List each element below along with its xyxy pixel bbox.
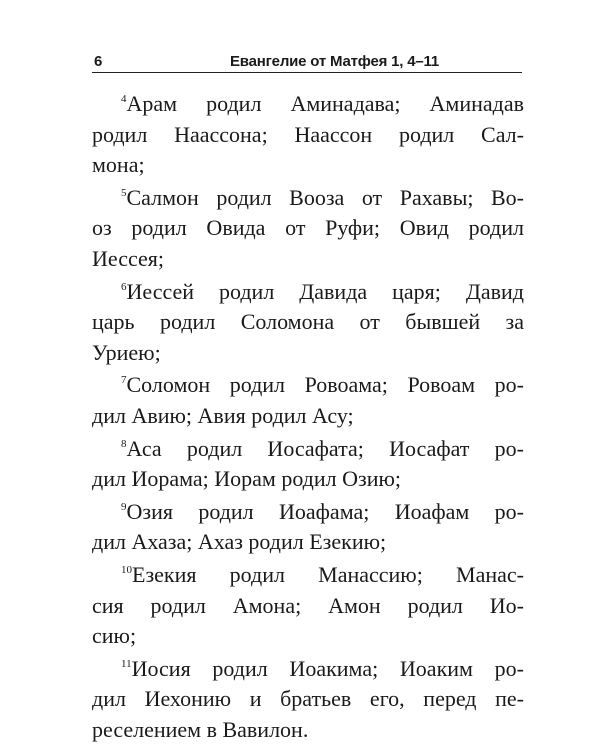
verse-number: 4 bbox=[121, 93, 127, 105]
verse-line-text: Иессей родил Давида царя; Давид bbox=[126, 278, 524, 304]
verse-number: 9 bbox=[121, 500, 127, 513]
verse-line bbox=[92, 183, 524, 214]
verse-6 bbox=[92, 277, 524, 369]
header-rule bbox=[92, 72, 522, 73]
verse-line: мона; bbox=[92, 152, 145, 178]
running-title: Евангелие от Матфея 1, 4–11 bbox=[230, 53, 439, 70]
verse-line-text: Озия родил Иоафама; Иоафам ро- bbox=[126, 498, 524, 524]
verse-line: реселением в Вавилон. bbox=[92, 716, 309, 742]
verse-11 bbox=[92, 654, 524, 746]
verse-number: 11 bbox=[121, 657, 132, 670]
verse-line bbox=[92, 560, 524, 591]
verse-line: оз родил Овида от Руфи; Овид родил bbox=[92, 215, 524, 241]
verse-line bbox=[92, 89, 524, 120]
verse-4 bbox=[92, 89, 524, 181]
verse-line: царь родил Соломона от бывшей за bbox=[92, 309, 524, 335]
verse-line-text: Арам родил Аминадава; Аминадав bbox=[126, 91, 524, 116]
verse-line: сию; bbox=[92, 623, 137, 649]
verse-line: дил Авию; Авия родил Асу; bbox=[92, 402, 354, 428]
verse-line bbox=[92, 434, 524, 465]
verse-line-text: Салмон родил Вооза от Рахавы; Во- bbox=[126, 184, 524, 210]
verse-line: дил Иорама; Иорам родил Озию; bbox=[92, 466, 402, 492]
verse-line: дил Иехонию и братьев его, перед пе- bbox=[92, 686, 524, 712]
verse-number: 7 bbox=[121, 374, 127, 387]
verse-line-text: Иосия родил Иоакима; Иоаким ро- bbox=[131, 655, 524, 681]
verse-line-text: Езекия родил Манассию; Манас- bbox=[132, 561, 524, 587]
verse-line: Иессея; bbox=[92, 245, 164, 271]
scripture-text bbox=[92, 87, 524, 745]
verse-number: 5 bbox=[121, 186, 127, 199]
running-header bbox=[92, 52, 522, 74]
verse-line bbox=[92, 497, 524, 528]
verse-9 bbox=[92, 497, 524, 558]
verse-line: сия родил Амона; Амон родил Ио- bbox=[92, 592, 524, 618]
verse-line bbox=[92, 370, 524, 401]
verse-number: 10 bbox=[121, 563, 132, 576]
verse-line: родил Наассона; Наассон родил Сал- bbox=[92, 121, 524, 147]
verse-line: дил Ахаза; Ахаз родил Езекию; bbox=[92, 529, 387, 555]
verse-7 bbox=[92, 370, 524, 431]
verse-10 bbox=[92, 560, 524, 652]
verse-number: 8 bbox=[121, 437, 127, 450]
verse-5 bbox=[92, 183, 524, 275]
verse-line-text: Аса родил Иосафата; Иосафат ро- bbox=[126, 435, 524, 461]
verse-line-text: Соломон родил Ровоама; Ровоам ро- bbox=[126, 372, 524, 398]
verse-line: Уриею; bbox=[92, 339, 161, 365]
page-number: 6 bbox=[94, 53, 103, 70]
verse-number: 6 bbox=[121, 280, 127, 293]
verse-line bbox=[92, 654, 524, 685]
verse-8 bbox=[92, 434, 524, 495]
verse-line bbox=[92, 277, 524, 308]
